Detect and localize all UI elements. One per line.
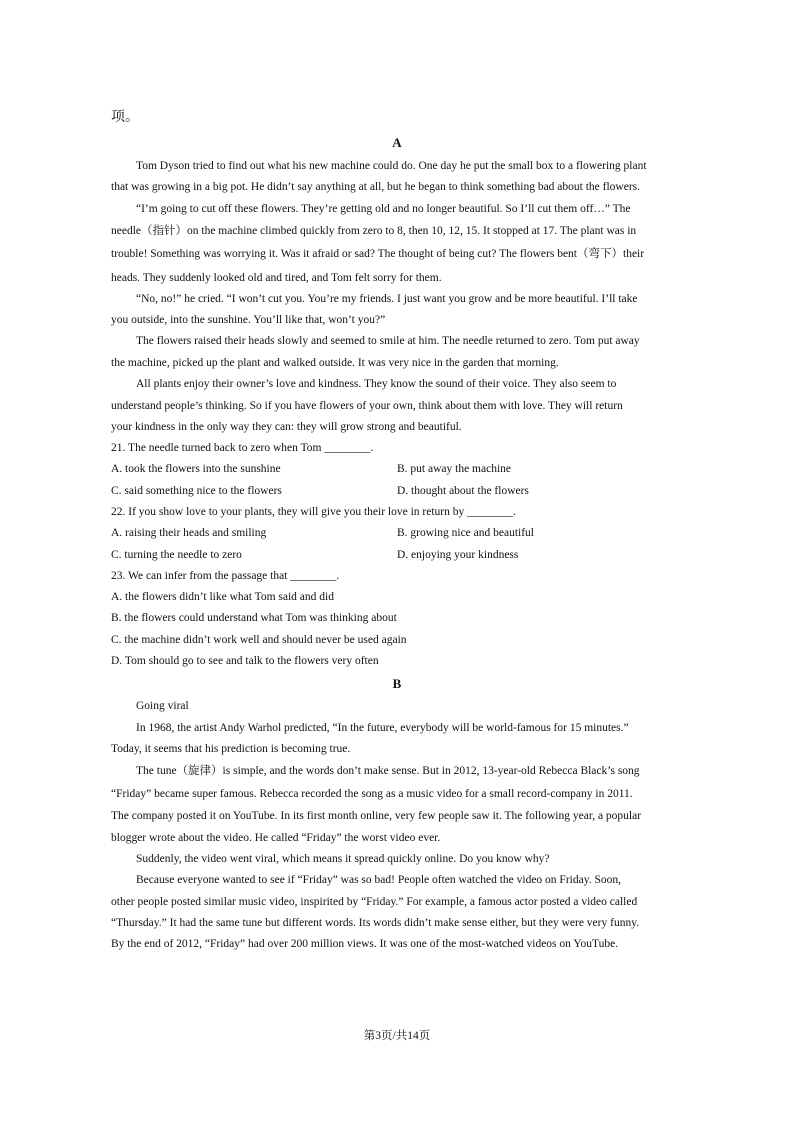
question-23-stem: 23. We can infer from the passage that ________. [111, 570, 340, 582]
paragraph-line: understand people’s thinking. So if you have flowers of your own, think about them with love. They will return [111, 400, 623, 412]
paragraph-line: In 1968, the artist Andy Warhol predicted, “In the future, everybody will be world-famous for 15 minutes.” [136, 722, 629, 734]
header-fragment: 项。 [111, 109, 139, 125]
paragraph-line: trouble! Something was worrying it. Was it afraid or sad? The thought of being cut? The flowers bent（弯下）their [111, 248, 645, 260]
paragraph-line: “No, no!” he cried. “I won’t cut you. You’re my friends. I just want you grow and be more beautiful. I’ll take [136, 293, 638, 305]
paragraph-line: other people posted similar music video, inspirited by “Friday.” For example, a famous actor posted a video called [111, 896, 638, 908]
option-a: A. raising their heads and smiling [111, 527, 267, 539]
question-22-stem: 22. If you show love to your plants, they will give you their love in return by ________. [111, 506, 516, 518]
paragraph-line: you outside, into the sunshine. You’ll like that, won’t you?” [111, 314, 386, 326]
paragraph-line: heads. They suddenly looked old and tired, and Tom felt sorry for them. [111, 272, 442, 284]
paragraph-line: The tune（旋律）is simple, and the words don’t make sense. But in 2012, 13-year-old Rebecca Black’s song [136, 765, 640, 777]
option-d: D. enjoying your kindness [397, 549, 519, 561]
option-c: C. the machine didn’t work well and should never be used again [111, 634, 407, 646]
paragraph-line: Because everyone wanted to see if “Friday” was so bad! People often watched the video on Friday. Soon, [136, 874, 621, 886]
paragraph-line: By the end of 2012, “Friday” had over 200 million views. It was one of the most-watched videos on YouTube. [111, 938, 619, 950]
paragraph-line: The company posted it on YouTube. In its first month online, very few people saw it. The following year, a popular [111, 810, 642, 822]
paragraph-line: needle（指针）on the machine climbed quickly from zero to 8, then 10, 12, 15. It stopped at 17. The plant was in [111, 225, 637, 237]
paragraph-line: the machine, picked up the plant and walked outside. It was very nice in the garden that morning. [111, 357, 559, 369]
paragraph-line: Today, it seems that his prediction is becoming true. [111, 743, 351, 755]
paragraph-line: All plants enjoy their owner’s love and kindness. They know the sound of their voice. They also seem to [136, 378, 617, 390]
question-21-stem: 21. The needle turned back to zero when Tom ________. [111, 442, 374, 454]
paragraph-line: that was growing in a big pot. He didn’t say anything at all, but he began to think something bad about the flowers. [111, 181, 641, 193]
paragraph-line: “Friday” became super famous. Rebecca recorded the song as a music video for a small record-company in 2011. [111, 788, 633, 800]
option-d: D. Tom should go to see and talk to the flowers very often [111, 655, 379, 667]
option-b: B. the flowers could understand what Tom was thinking about [111, 612, 397, 624]
option-d: D. thought about the flowers [397, 485, 529, 497]
section-a-label: A [392, 135, 402, 150]
option-c: C. turning the needle to zero [111, 549, 242, 561]
paragraph-line: “Thursday.” It had the same tune but different words. Its words didn’t make sense either, but they were very funny. [111, 917, 640, 929]
section-b-label: B [392, 676, 402, 691]
option-b: B. growing nice and beautiful [397, 527, 535, 539]
paragraph-line: your kindness in the only way they can: they will grow strong and beautiful. [111, 421, 462, 433]
option-a: A. took the flowers into the sunshine [111, 463, 281, 475]
passage-title: Going viral [136, 700, 189, 712]
paragraph-line: Suddenly, the video went viral, which means it spread quickly online. Do you know why? [136, 853, 550, 865]
paragraph-line: blogger wrote about the video. He called “Friday” the worst video ever. [111, 832, 441, 844]
option-c: C. said something nice to the flowers [111, 485, 282, 497]
paragraph-line: The flowers raised their heads slowly and seemed to smile at him. The needle returned to zero. Tom put away [136, 335, 640, 347]
page-number: 第3页/共14页 [363, 1030, 431, 1042]
paragraph-line: “I’m going to cut off these flowers. They’re getting old and no longer beautiful. So I’ll cut them off…” The [136, 203, 631, 215]
paragraph-line: Tom Dyson tried to find out what his new machine could do. One day he put the small box to a flowering plant [136, 160, 647, 172]
option-b: B. put away the machine [397, 463, 512, 475]
option-a: A. the flowers didn’t like what Tom said and did [111, 591, 334, 603]
